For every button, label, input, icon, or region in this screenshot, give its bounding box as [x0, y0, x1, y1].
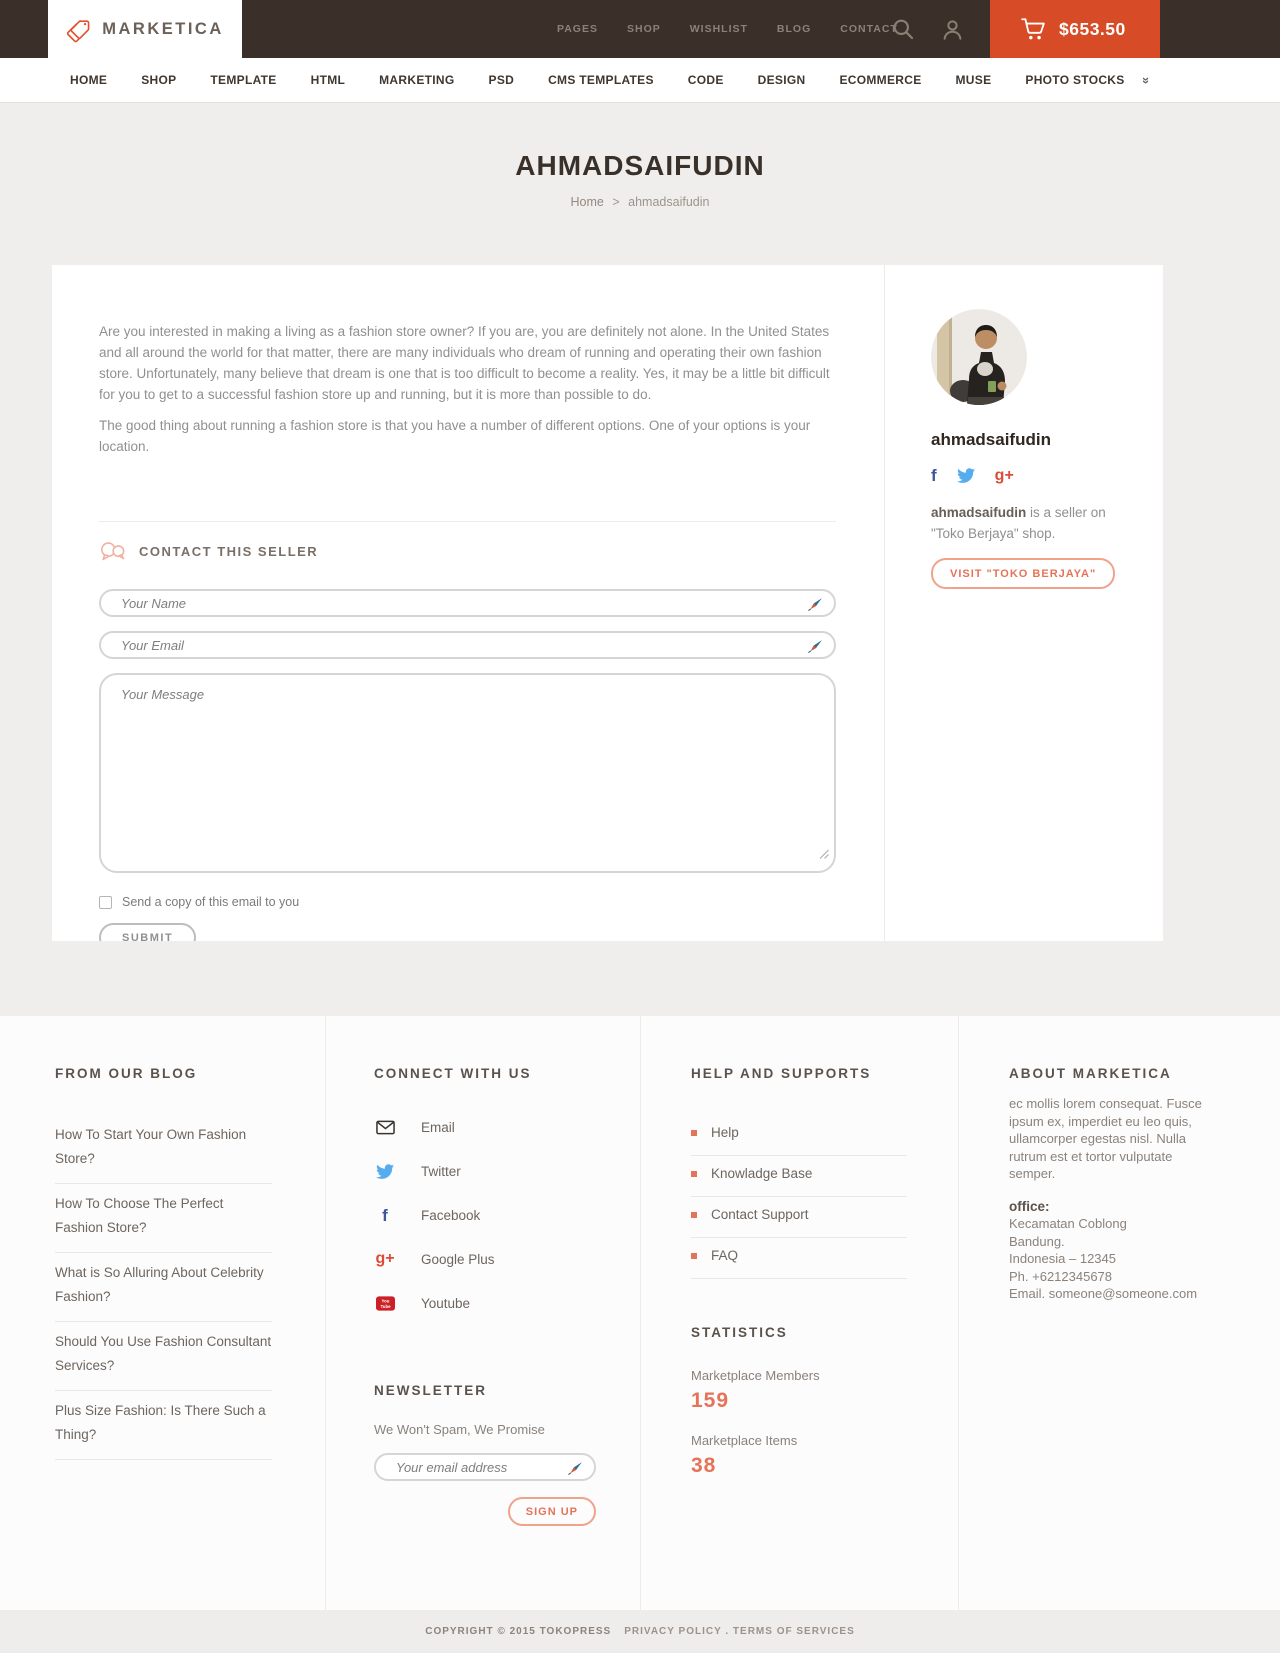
- seller-name: ahmadsaifudin: [931, 430, 1051, 449]
- square-bullet-icon: [691, 1171, 697, 1177]
- logo[interactable]: [48, 0, 242, 58]
- search-icon[interactable]: [891, 17, 915, 41]
- account-icon[interactable]: [941, 18, 964, 41]
- nav-marketing[interactable]: MARKETING: [379, 73, 455, 87]
- seller-description: [52, 265, 884, 941]
- pen-icon: [807, 596, 823, 617]
- twitter-icon: [374, 1164, 396, 1179]
- nav-shop[interactable]: SHOP: [141, 73, 177, 87]
- description-paragraph-1: Are you interested in making a living as a fashion store owner? If you are, you are definitely not alone. In the United States and all around the world for that matter, there are many individuals who dream of running and operating their own fashion store. Unfortunately, many believe that dream is one that is too difficult to become a reality. Yes, it may be a little bit difficult for you to get to a successful fashion store up and running, but it is more than possible to do.: [99, 324, 830, 402]
- footer-connect-column: [325, 1016, 640, 1610]
- address-line: Email. someone@someone.com: [1009, 1286, 1198, 1301]
- about-text: ec mollis lorem consequat. Fusce ipsum ex, imperdiet eu leo quis, ullamcorper egestas nisl. Nulla rutrum est et tortor vulputate semper.: [1009, 1096, 1202, 1181]
- pen-icon: [807, 638, 823, 659]
- logo-text: MARKETICA: [102, 19, 224, 38]
- footer-blog-column: [0, 1016, 325, 1610]
- content-card: [52, 265, 1163, 941]
- google-plus-icon[interactable]: g+: [994, 466, 1014, 484]
- connect-links: [374, 1117, 597, 1313]
- square-bullet-icon: [691, 1212, 697, 1218]
- address-line: Ph. +6212345678: [1009, 1268, 1113, 1284]
- logo-tag-icon: [66, 16, 93, 43]
- statistics-heading: STATISTICS: [691, 1325, 788, 1340]
- chat-bubbles-icon: [99, 540, 127, 563]
- twitter-icon[interactable]: [957, 468, 975, 483]
- stat-label: Marketplace Members: [691, 1368, 820, 1383]
- copyright-text: COPYRIGHT © 2015 TOKOPRESS: [425, 1626, 612, 1637]
- top-utility-nav: [557, 0, 898, 58]
- youtube-icon: [374, 1296, 396, 1311]
- breadcrumb: [0, 195, 1280, 209]
- nav-psd[interactable]: PSD: [488, 73, 515, 87]
- email-icon: [374, 1120, 396, 1135]
- message-textarea[interactable]: [99, 673, 836, 873]
- contact-seller-header: [99, 540, 836, 563]
- connect-facebook[interactable]: f Facebook: [374, 1205, 597, 1225]
- top-nav-shop[interactable]: SHOP: [626, 23, 661, 35]
- google-plus-icon: g+: [375, 1250, 395, 1267]
- signup-button[interactable]: SIGN UP: [508, 1497, 596, 1526]
- top-nav-blog[interactable]: BLOG: [776, 23, 812, 35]
- breadcrumb-current: ahmadsaifudin: [628, 195, 710, 209]
- blog-links: [55, 1115, 272, 1460]
- seller-social-links: [931, 467, 1133, 484]
- newsletter-email-input[interactable]: [374, 1453, 596, 1481]
- top-nav-wishlist[interactable]: WISHLIST: [689, 23, 748, 35]
- blog-link[interactable]: What is So Alluring About Celebrity Fashion?: [55, 1253, 272, 1322]
- send-copy-checkbox[interactable]: [99, 896, 112, 909]
- nav-muse[interactable]: MUSE: [955, 73, 992, 87]
- connect-youtube[interactable]: You Tube Youtube: [374, 1293, 597, 1313]
- main-nav: [0, 58, 1280, 103]
- contact-seller-form: [99, 589, 836, 941]
- stat-value: 159: [691, 1389, 730, 1412]
- description-paragraph-2: The good thing about running a fashion store is that you have a number of different options. One of your options is your location.: [99, 418, 811, 454]
- office-label: office:: [1009, 1198, 1050, 1214]
- avatar: [931, 309, 1027, 405]
- nav-design[interactable]: DESIGN: [757, 73, 806, 87]
- help-links: [691, 1115, 907, 1279]
- address-line: Indonesia – 12345: [1009, 1251, 1116, 1266]
- copyright-bar: [0, 1610, 1280, 1653]
- resize-grip-icon[interactable]: [819, 846, 829, 864]
- page-title: AHMADSAIFUDIN: [515, 150, 765, 181]
- footer: [0, 1016, 1280, 1610]
- square-bullet-icon: [691, 1253, 697, 1259]
- blog-link[interactable]: How To Start Your Own Fashion Store?: [55, 1115, 272, 1184]
- breadcrumb-home-link[interactable]: Home: [570, 195, 604, 209]
- cart-button[interactable]: [990, 0, 1160, 58]
- nav-home[interactable]: HOME: [70, 73, 108, 87]
- top-nav-pages[interactable]: PAGES: [557, 23, 598, 35]
- footer-about-column: [958, 1016, 1280, 1610]
- address-line: Bandung.: [1009, 1233, 1065, 1249]
- svg-text:Tube: Tube: [379, 1303, 391, 1309]
- cart-icon: [1020, 17, 1046, 41]
- nav-photo-stocks[interactable]: PHOTO STOCKS: [1025, 73, 1125, 87]
- name-input[interactable]: [99, 589, 836, 617]
- footer-connect-heading: CONNECT WITH US: [374, 1066, 532, 1081]
- svg-text:You: You: [381, 1297, 389, 1303]
- submit-button[interactable]: SUBMIT: [99, 923, 196, 941]
- footer-about-heading: ABOUT MARKETICA: [1009, 1066, 1172, 1081]
- help-link[interactable]: FAQ: [711, 1248, 739, 1263]
- top-header: [0, 0, 1280, 58]
- blog-link[interactable]: How To Choose The Perfect Fashion Store?: [55, 1184, 272, 1253]
- footer-help-column: [640, 1016, 958, 1610]
- page-title-band: [0, 103, 1280, 265]
- email-input[interactable]: [99, 631, 836, 659]
- help-link[interactable]: Contact Support: [711, 1207, 809, 1222]
- facebook-icon[interactable]: f: [931, 466, 937, 485]
- contact-seller-heading: CONTACT THIS SELLER: [139, 544, 319, 559]
- nav-html[interactable]: HTML: [310, 73, 346, 87]
- blog-link[interactable]: Plus Size Fashion: Is There Such a Thing?: [55, 1391, 272, 1460]
- stat-label: Marketplace Items: [691, 1433, 798, 1448]
- pen-icon: [567, 1460, 583, 1481]
- legal-links[interactable]: PRIVACY POLICY . TERMS OF SERVICES: [624, 1626, 855, 1637]
- help-link[interactable]: Knowladge Base: [711, 1166, 813, 1181]
- visit-shop-button[interactable]: VISIT "TOKO BERJAYA": [931, 558, 1115, 589]
- connect-twitter[interactable]: Twitter: [374, 1161, 597, 1181]
- connect-google-plus[interactable]: g+ Google Plus: [375, 1250, 495, 1267]
- help-link[interactable]: Help: [711, 1125, 739, 1140]
- address-line: Kecamatan Coblong: [1009, 1216, 1127, 1231]
- send-copy-label[interactable]: Send a copy of this email to you: [122, 895, 300, 909]
- divider: [99, 521, 836, 522]
- seller-shop-text: ahmadsaifudin is a seller on "Toko Berjaya" shop.: [931, 505, 1106, 541]
- nav-ecommerce[interactable]: ECOMMERCE: [839, 73, 922, 87]
- nav-template[interactable]: TEMPLATE: [210, 73, 277, 87]
- newsletter-heading: NEWSLETTER: [374, 1383, 487, 1398]
- seller-shop-name: ahmadsaifudin: [931, 505, 1027, 520]
- square-bullet-icon: [691, 1130, 697, 1136]
- newsletter-promise: We Won't Spam, We Promise: [374, 1422, 545, 1437]
- stat-value: 38: [691, 1454, 717, 1477]
- footer-help-heading: HELP AND SUPPORTS: [691, 1066, 872, 1081]
- nav-cms-templates[interactable]: CMS TEMPLATES: [548, 73, 654, 87]
- nav-code[interactable]: CODE: [687, 73, 724, 87]
- footer-blog-heading: FROM OUR BLOG: [55, 1066, 198, 1081]
- blog-link[interactable]: Should You Use Fashion Consultant Services?: [55, 1322, 272, 1391]
- header-icon-group: [891, 0, 964, 58]
- chevron-double-down-icon[interactable]: »: [1138, 76, 1154, 84]
- top-nav-contact[interactable]: CONTACT: [840, 23, 898, 35]
- facebook-icon: f: [382, 1205, 388, 1225]
- seller-sidebar: [884, 265, 1163, 941]
- cart-total: $653.50: [1059, 18, 1126, 39]
- connect-email[interactable]: Email: [374, 1117, 597, 1137]
- breadcrumb-separator: >: [612, 195, 620, 209]
